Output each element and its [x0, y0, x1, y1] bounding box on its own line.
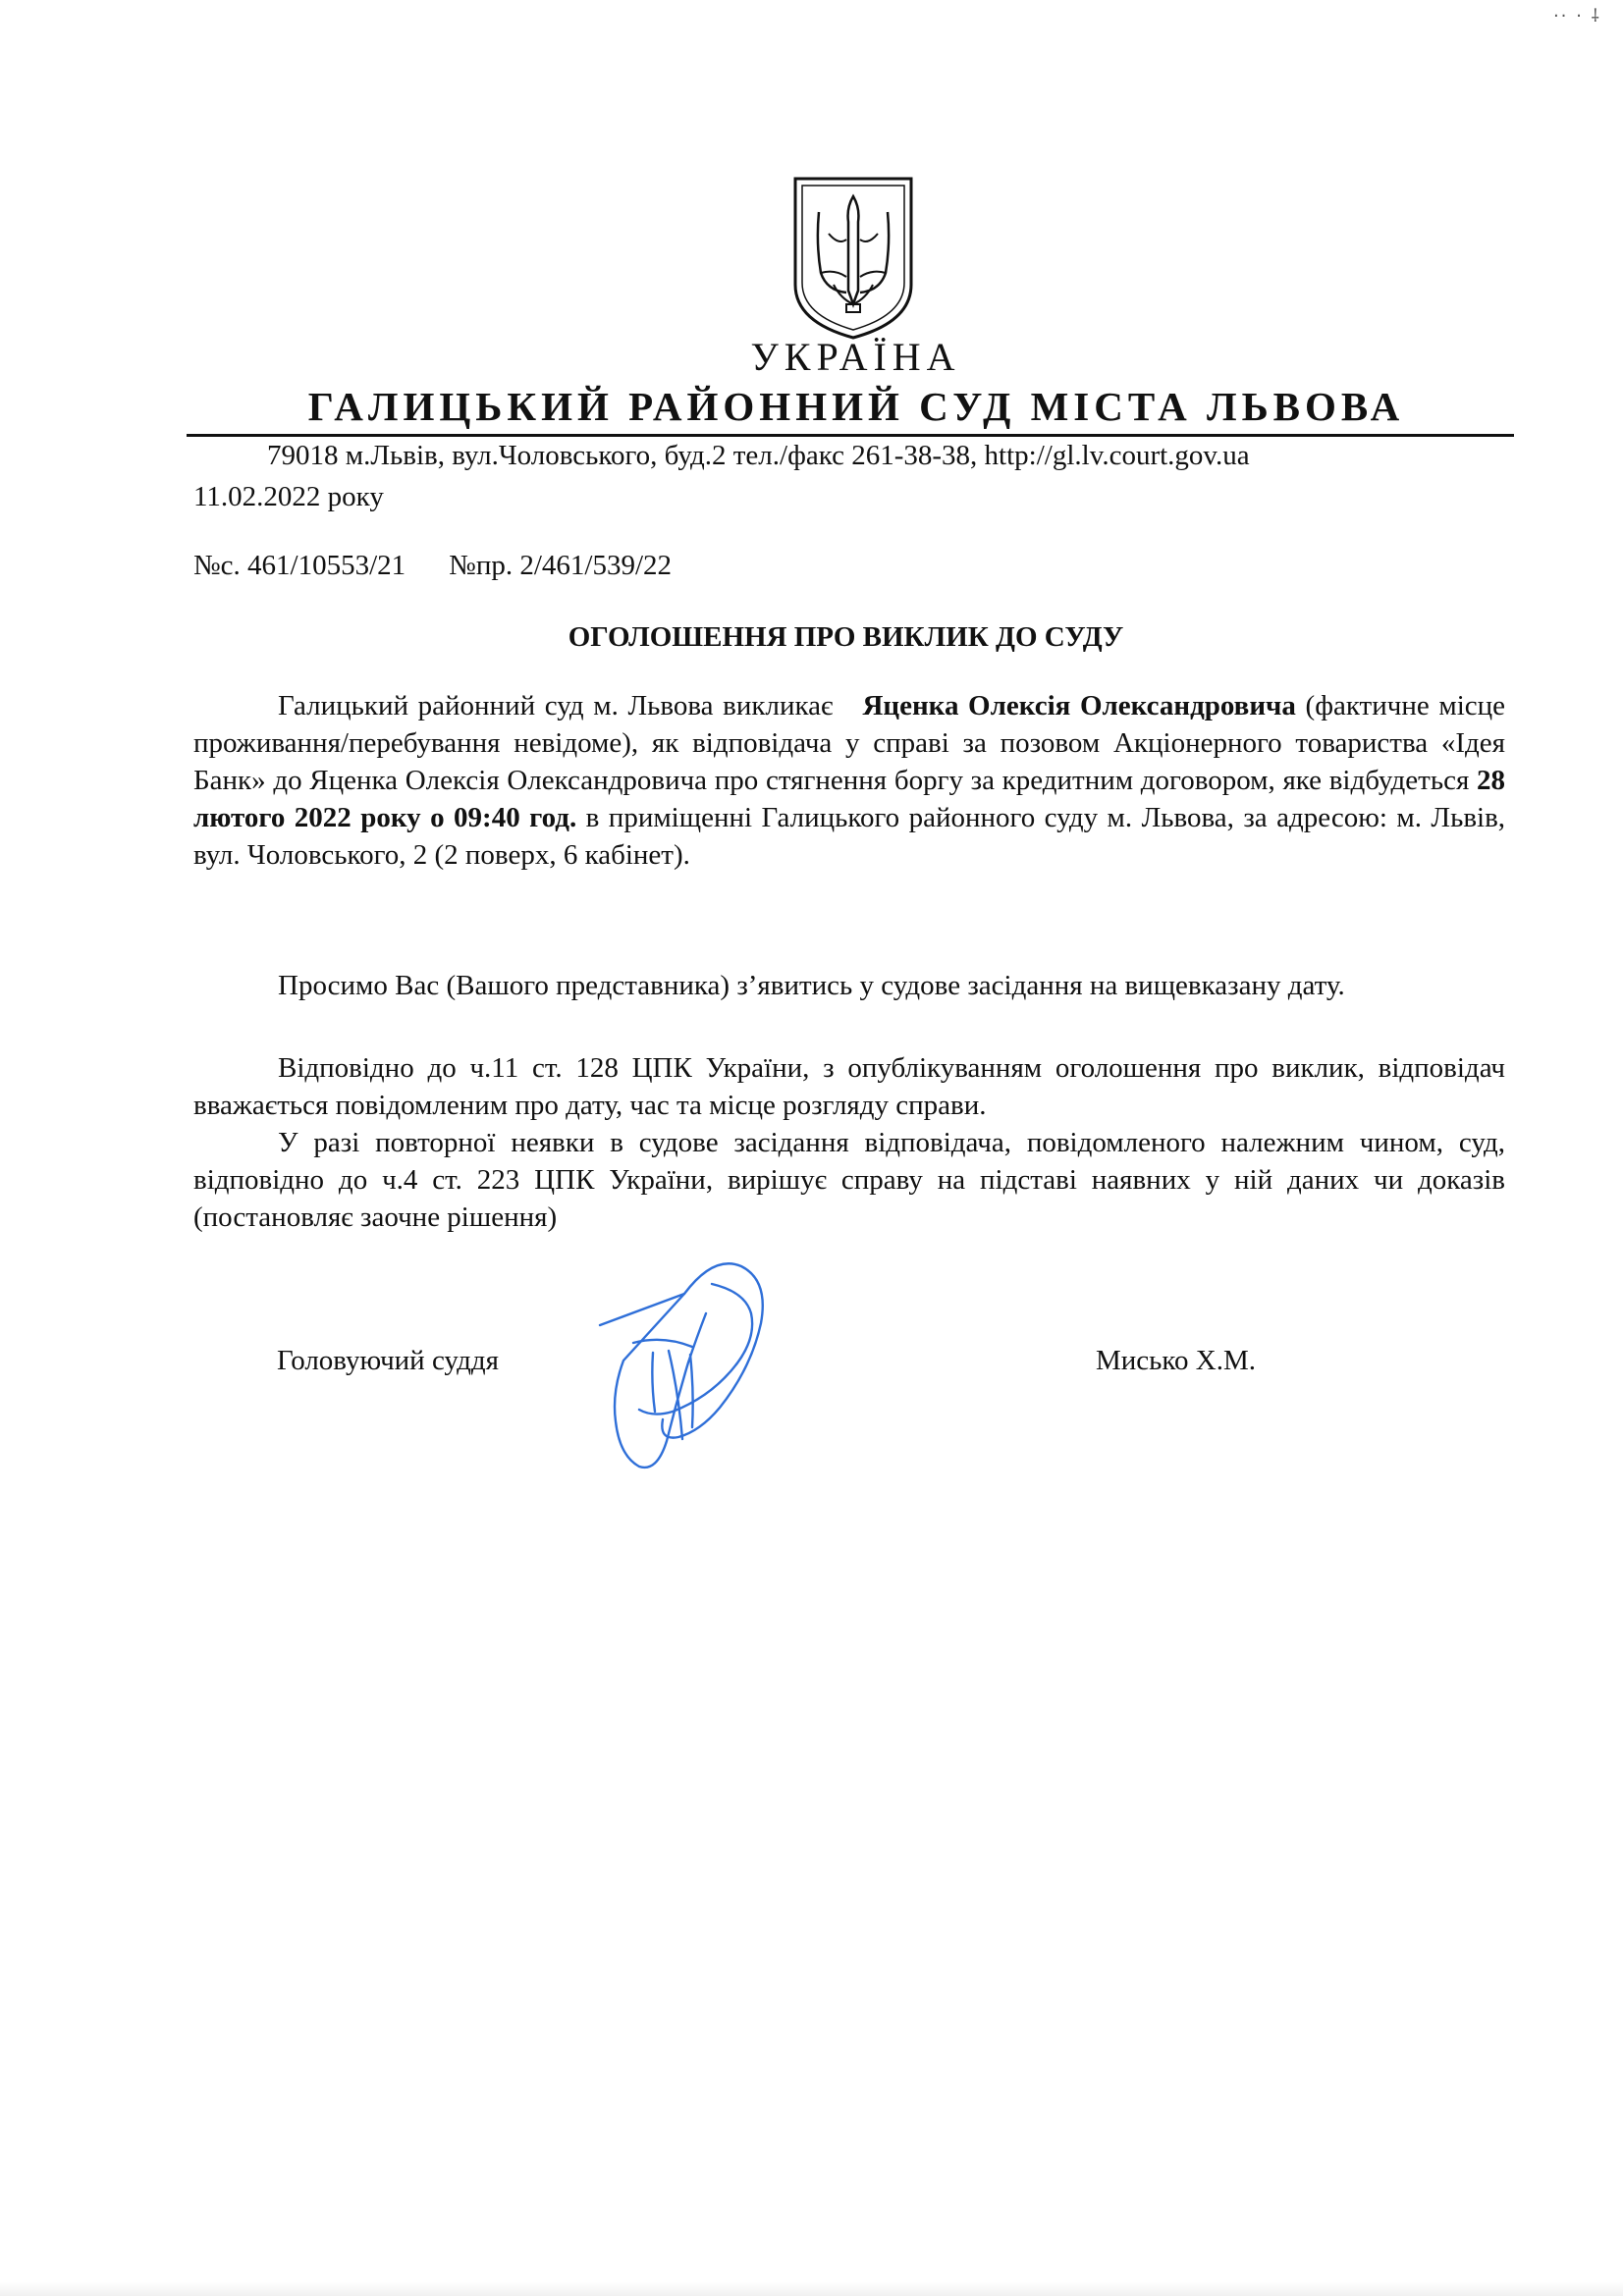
- proceeding-number: №пр. 2/461/539/22: [449, 550, 673, 581]
- summons-middle: (фактичне місце проживання/перебування невідоме), як відповідача у справі за позовом Акціонерного товариства «Ідея Банк» до Яценка Олексія Олександровича про стягнення боргу за кредитним договором, яке відбудеться: [193, 690, 1506, 796]
- handwritten-signature: [594, 1245, 802, 1474]
- court-name: ГАЛИЦЬКИЙ РАЙОННИЙ СУД МІСТА ЛЬВОВА: [307, 384, 1405, 429]
- appearance-request-paragraph: Просимо Вас (Вашого представника) з’явитись у судове засідання на вищевказану дату.: [278, 970, 1345, 1001]
- hearing-datetime: 28 лютого 2022 року о 09:40 год.: [193, 765, 1505, 833]
- case-number: №с. 461/10553/21: [193, 550, 406, 581]
- defendant-name: Яценка Олексія Олександровича: [862, 690, 1296, 721]
- summons-lead: Галицький районний суд м. Львова викликає: [278, 690, 834, 721]
- court-address: 79018 м.Львів, вул.Чоловського, буд.2 тел./факс 261-38-38, http://gl.lv.court.gov.ua: [267, 440, 1250, 471]
- summons-paragraph: [193, 687, 1505, 874]
- summons-tail: в приміщенні Галицького районного суду м. Львова, за адресою: м. Львів, вул. Чоловського, 2 (2 поверх, 6 кабінет).: [193, 802, 1506, 871]
- judge-name: Мисько Х.М.: [1096, 1345, 1256, 1376]
- document-date: 11.02.2022 року: [193, 481, 384, 512]
- country-name: УКРАЇНА: [750, 335, 961, 379]
- document-title: ОГОЛОШЕННЯ ПРО ВИКЛИК ДО СУДУ: [568, 621, 1124, 653]
- header-divider: [187, 434, 1514, 437]
- case-numbers: [193, 550, 672, 582]
- scan-bottom-edge: [0, 2282, 1623, 2296]
- notification-paragraph: Відповідно до ч.11 ст. 128 ЦПК України, з опублікуванням оголошення про виклик, відповідач вважається повідомленим про дату, час та місце розгляду справи.: [193, 1052, 1505, 1121]
- ukraine-trident-icon: [789, 175, 917, 342]
- scan-specks: ⋅⋅ ⋅ ⸸: [1552, 6, 1601, 27]
- signature-title: Головуючий суддя: [277, 1345, 499, 1376]
- default-judgment-paragraph: У разі повторної неявки в судове засідання відповідача, повідомленого належним чином, суд, відповідно до ч.4 ст. 223 ЦПК України, вирішує справу на підставі наявних у ній даних чи доказів (постановляє заочне рішення): [193, 1127, 1505, 1233]
